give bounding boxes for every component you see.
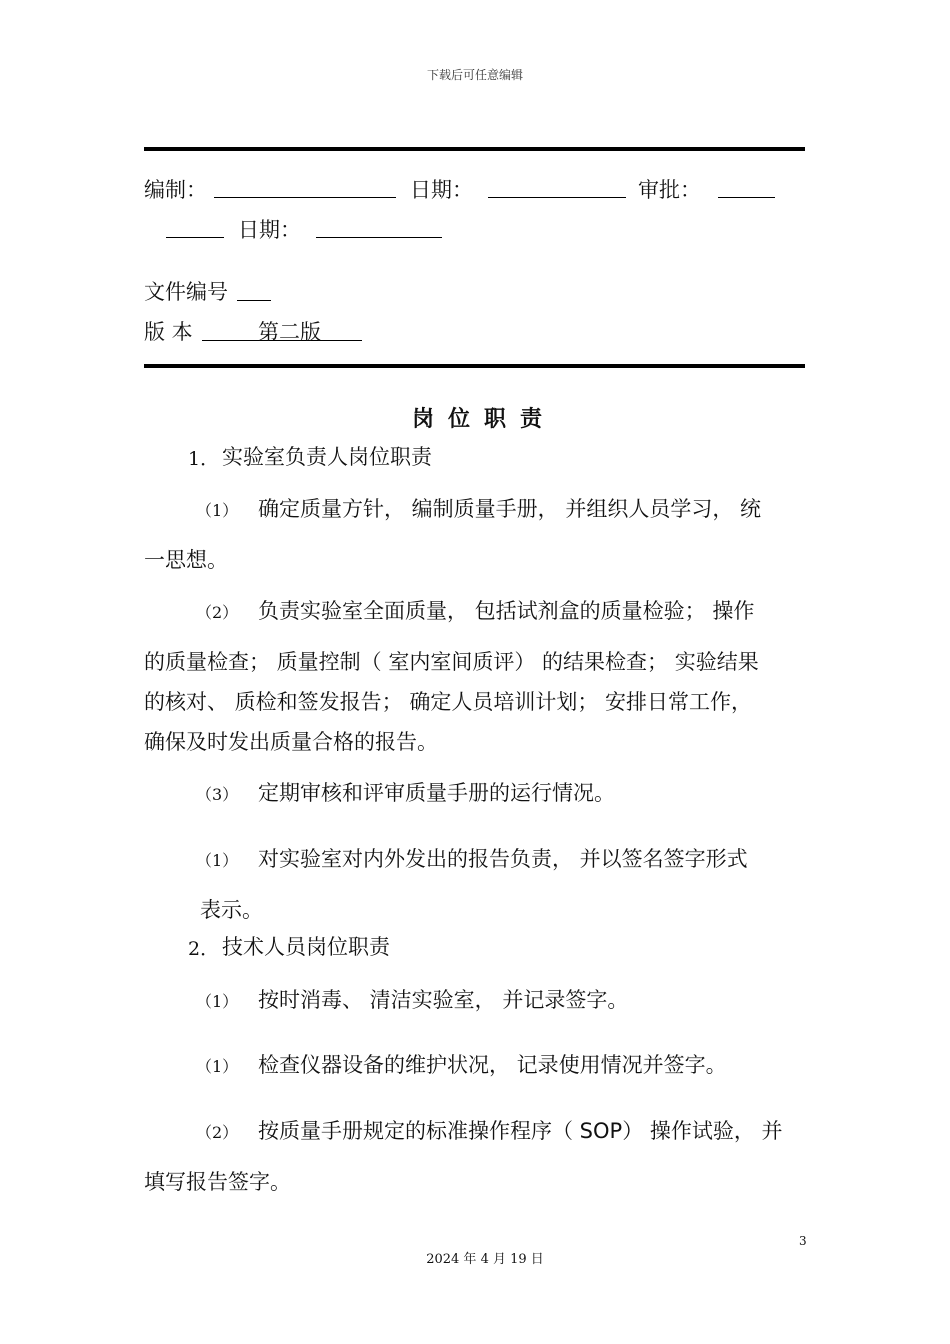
section1-heading: 实验室负责人岗位职责 — [222, 445, 432, 469]
s2-item3-line2: 填写报告签字。 — [144, 1170, 291, 1194]
s1-item1-num: （1） — [196, 501, 239, 520]
date-blank-1 — [488, 196, 626, 198]
s1-item2-line3: 的核对、 质检和签发报告； 确定人员培训计划； 安排日常工作， — [144, 690, 753, 714]
s1-item2-line2: 的质量检查； 质量控制（ 室内室间质评） 的结果检查； 实验结果 — [144, 650, 759, 674]
version-value: 第二版 — [258, 320, 321, 344]
approve-blank-cont — [166, 236, 224, 238]
s1-item3-num: （3） — [196, 785, 239, 804]
page-title: 岗位职责 — [412, 407, 557, 432]
header-note: 下载后可任意编辑 — [426, 68, 523, 82]
file-no-label: 文件编号 — [144, 280, 228, 304]
approve-blank — [718, 196, 775, 198]
footer-date: 2024 年 4 月 19 日 — [426, 1252, 544, 1267]
s1-item1-line2: 一思想。 — [144, 548, 228, 572]
date-blank-2 — [316, 236, 442, 238]
s2-item2-line1: 检查仪器设备的维护状况， 记录使用情况并签字。 — [258, 1053, 727, 1077]
version-label: 版 本 — [144, 320, 193, 344]
s1-item4-line2: 表示。 — [200, 898, 263, 922]
s1-item4-num: （1） — [196, 851, 239, 870]
s1-item2-num: （2） — [196, 603, 239, 622]
s2-item1-line1: 按时消毒、 清洁实验室， 并记录签字。 — [258, 988, 629, 1012]
s1-item1-line1: 确定质量方针， 编制质量手册， 并组织人员学习， 统 — [258, 497, 762, 521]
s1-item2-line4: 确保及时发出质量合格的报告。 — [144, 730, 438, 754]
s2-item2-num: （1） — [196, 1057, 239, 1076]
date-label-2: 日期： — [238, 218, 301, 242]
s1-item4-line1: 对实验室对内外发出的报告负责， 并以签名签字形式 — [258, 847, 748, 871]
date-label-1: 日期： — [410, 178, 473, 202]
s1-item3-line1: 定期审核和评审质量手册的运行情况。 — [258, 781, 615, 805]
bottom-rule — [144, 364, 805, 368]
section2-heading: 技术人员岗位职责 — [222, 935, 390, 959]
compiled-blank — [214, 196, 396, 198]
approve-label: 审批： — [638, 178, 701, 202]
s2-item1-num: （1） — [196, 992, 239, 1011]
s2-item3-line1: 按质量手册规定的标准操作程序（ SOP） 操作试验， 并 — [258, 1119, 783, 1143]
section1-number: 1． — [188, 448, 220, 470]
compiled-label: 编制： — [144, 178, 207, 202]
s2-item3-num: （2） — [196, 1123, 239, 1142]
file-no-blank — [237, 299, 271, 301]
section2-number: 2． — [188, 938, 220, 960]
s1-item2-line1: 负责实验室全面质量， 包括试剂盒的质量检验； 操作 — [258, 599, 755, 623]
top-rule — [144, 147, 805, 151]
page-number: 3 — [799, 1234, 807, 1248]
